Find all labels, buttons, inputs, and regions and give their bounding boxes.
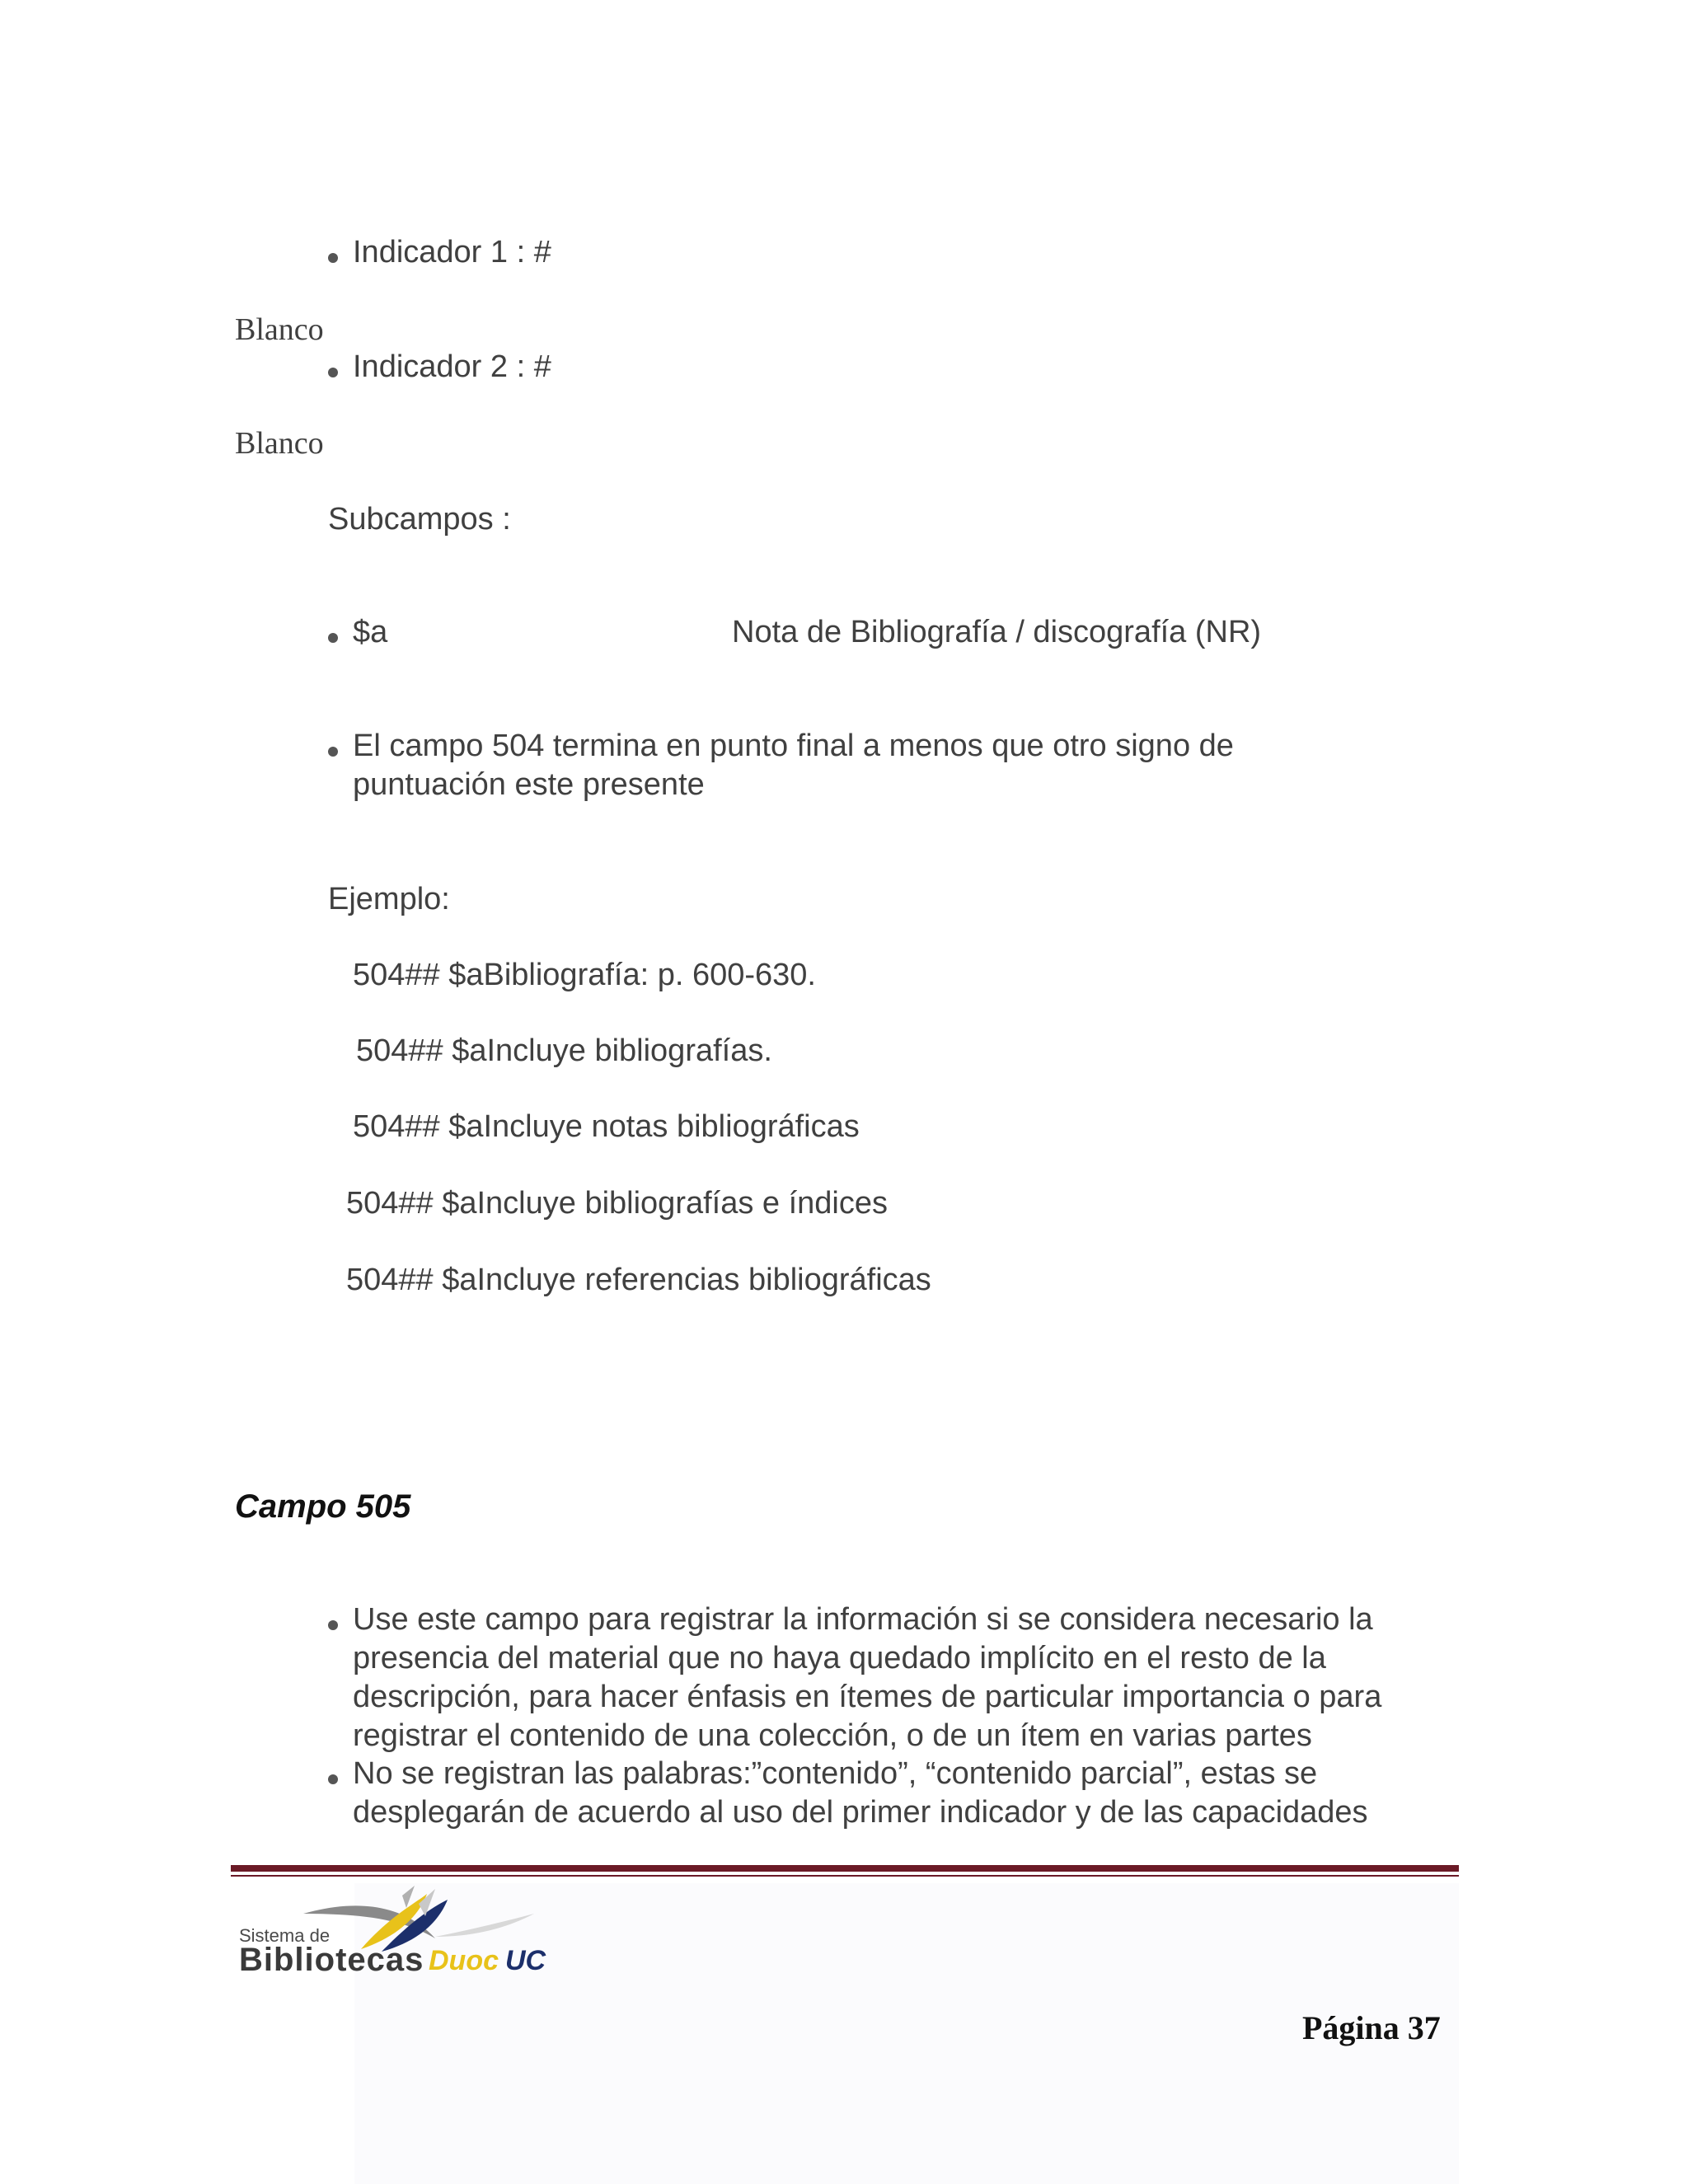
section-bullet-1-line: registrar el contenido de una colección, o de un ítem en varias partes — [353, 1718, 1312, 1753]
indicator-2-label: Indicador 2 : # — [353, 349, 551, 384]
indicator-1-label: Indicador 1 : # — [353, 235, 551, 269]
bullet-dot — [328, 1620, 338, 1630]
section-bullet-2-line: desplegarán de acuerdo al uso del primer indicador y de las capacidades — [353, 1795, 1368, 1830]
example-line: 504## $aIncluye bibliografías e índices — [346, 1186, 889, 1221]
example-line: 504## $aBibliografía: p. 600-630. — [353, 958, 816, 992]
page-number: Página 37 — [1302, 2009, 1441, 2046]
section-bullet-1-line: descripción, para hacer énfasis en ítemes de particular importancia o para — [353, 1680, 1382, 1714]
subfield-description: Nota de Bibliografía / discografía (NR) — [732, 615, 1262, 649]
section-bullet-2-line: No se registran las palabras:”contenido”, “contenido parcial”, estas se — [353, 1756, 1318, 1791]
bullet-dot — [328, 747, 338, 757]
subcampos-label: Subcampos : — [328, 502, 511, 537]
example-line: 504## $aIncluye referencias bibliográficas — [346, 1263, 931, 1297]
logo-uc: UC — [505, 1945, 546, 1976]
logo-duoc: Duoc — [429, 1945, 499, 1976]
section-bullet-1-line: presencia del material que no haya quedado implícito en el resto de la — [353, 1641, 1326, 1675]
bullet-dot — [328, 253, 338, 263]
indicator-1-value: Blanco — [235, 312, 324, 347]
logo-text-small: Sistema de — [239, 1925, 331, 1946]
rule-note-line-1: El campo 504 termina en punto final a menos que otro signo de — [353, 729, 1234, 763]
example-line: 504## $aIncluye notas bibliográficas — [353, 1109, 860, 1144]
section-heading: Campo 505 — [235, 1488, 411, 1525]
bullet-dot — [328, 368, 338, 377]
bullet-dot — [328, 633, 338, 643]
section-bullet-1-line: Use este campo para registrar la información si se considera necesario la — [353, 1602, 1373, 1637]
example-label: Ejemplo: — [328, 882, 450, 916]
logo-text-big: Bibliotecas — [239, 1942, 424, 1978]
bullet-dot — [328, 1774, 338, 1784]
example-line: 504## $aIncluye bibliografías. — [356, 1033, 772, 1068]
library-logo — [237, 1871, 600, 1978]
subfield-code: $a — [353, 615, 388, 649]
rule-note-line-2: puntuación este presente — [353, 767, 705, 802]
indicator-2-value: Blanco — [235, 426, 324, 461]
